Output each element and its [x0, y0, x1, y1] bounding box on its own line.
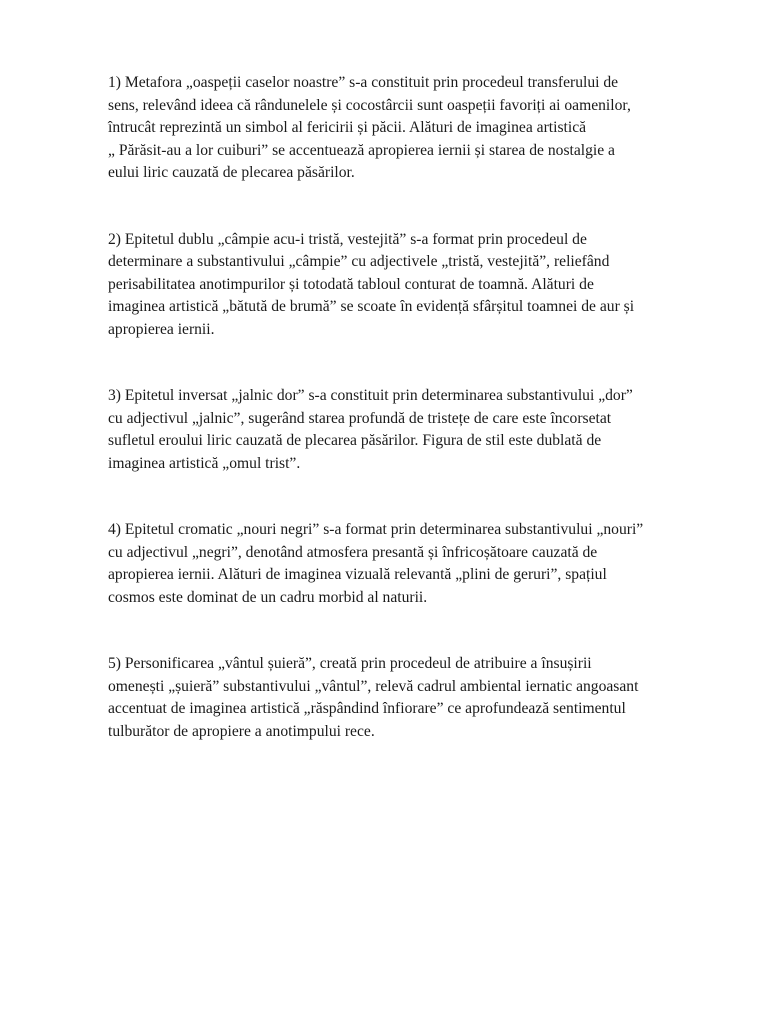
- paragraph-4: [108, 519, 708, 609]
- paragraph-line: 5) Personificarea „vântul șuieră”, creată prin procedeul de atribuire a însușirii: [108, 655, 592, 672]
- paragraph-line: 1) Metafora „oaspeții caselor noastre” s-a constituit prin procedeul transferului de: [108, 74, 619, 91]
- paragraph-line: cu adjectivul „negri”, denotând atmosfera presantă și înfricoșătoare cauzată de: [108, 543, 598, 561]
- paragraph-5: [108, 653, 708, 743]
- paragraph-line: cosmos este dominat de un cadru morbid al naturii.: [108, 588, 428, 606]
- paragraph-line: tulburător de apropiere a anotimpului rece.: [108, 722, 375, 740]
- document-page: [108, 72, 708, 787]
- paragraph-line: eului liric cauzată de plecarea păsărilor.: [108, 164, 355, 181]
- paragraph-3: [108, 385, 708, 475]
- paragraph-line: apropierea iernii.: [108, 320, 215, 338]
- paragraph-1: [108, 72, 708, 185]
- paragraph-line: imaginea artistică „omul trist”.: [108, 454, 301, 472]
- paragraph-line: determinare a substantivului „câmpie” cu adjectivele „tristă, vestejită”, reliefând: [108, 253, 610, 270]
- paragraph-line: 2) Epitetul dublu „câmpie acu-i tristă, vestejită” s-a format prin procedeul de: [108, 230, 587, 248]
- paragraph-line: apropierea iernii. Alături de imaginea vizuală relevantă „plini de geruri”, spațiul: [108, 566, 607, 583]
- paragraph-line: 3) Epitetul inversat „jalnic dor” s-a constituit prin determinarea substantivului „dor”: [108, 387, 633, 404]
- paragraph-line: cu adjectivul „jalnic”, sugerând starea profundă de tristețe de care este încorsetat: [108, 409, 612, 427]
- paragraph-line: „ Părăsit-au a lor cuiburi” se accentuează apropierea iernii și starea de nostalgie a: [108, 141, 615, 159]
- paragraph-line: omenești „șuieră” substantivului „vântul”, relevă cadrul ambiental iernatic angoasant: [108, 677, 639, 695]
- paragraph-line: 4) Epitetul cromatic „nouri negri” s-a format prin determinarea substantivului „nouri”: [108, 521, 644, 538]
- paragraph-line: perisabilitatea anotimpurilor și totodată tabloul conturat de toamnă. Alături de: [108, 275, 594, 293]
- paragraph-line: accentuat de imaginea artistică „răspândind înfiorare” ce aprofundează sentimentul: [108, 700, 626, 717]
- paragraph-line: sufletul eroului liric cauzată de plecarea păsărilor. Figura de stil este dublată de: [108, 432, 602, 449]
- paragraph-line: întrucât reprezintă un simbol al fericirii și păcii. Alături de imaginea artistică: [108, 119, 587, 136]
- paragraph-line: sens, relevând ideea că rândunelele și cocostârcii sunt oaspeții favoriți ai oamenilor,: [108, 96, 631, 114]
- paragraph-line: imaginea artistică „bătută de brumă” se scoate în evidență sfârșitul toamnei de aur și: [108, 298, 635, 315]
- paragraph-2: [108, 229, 708, 342]
